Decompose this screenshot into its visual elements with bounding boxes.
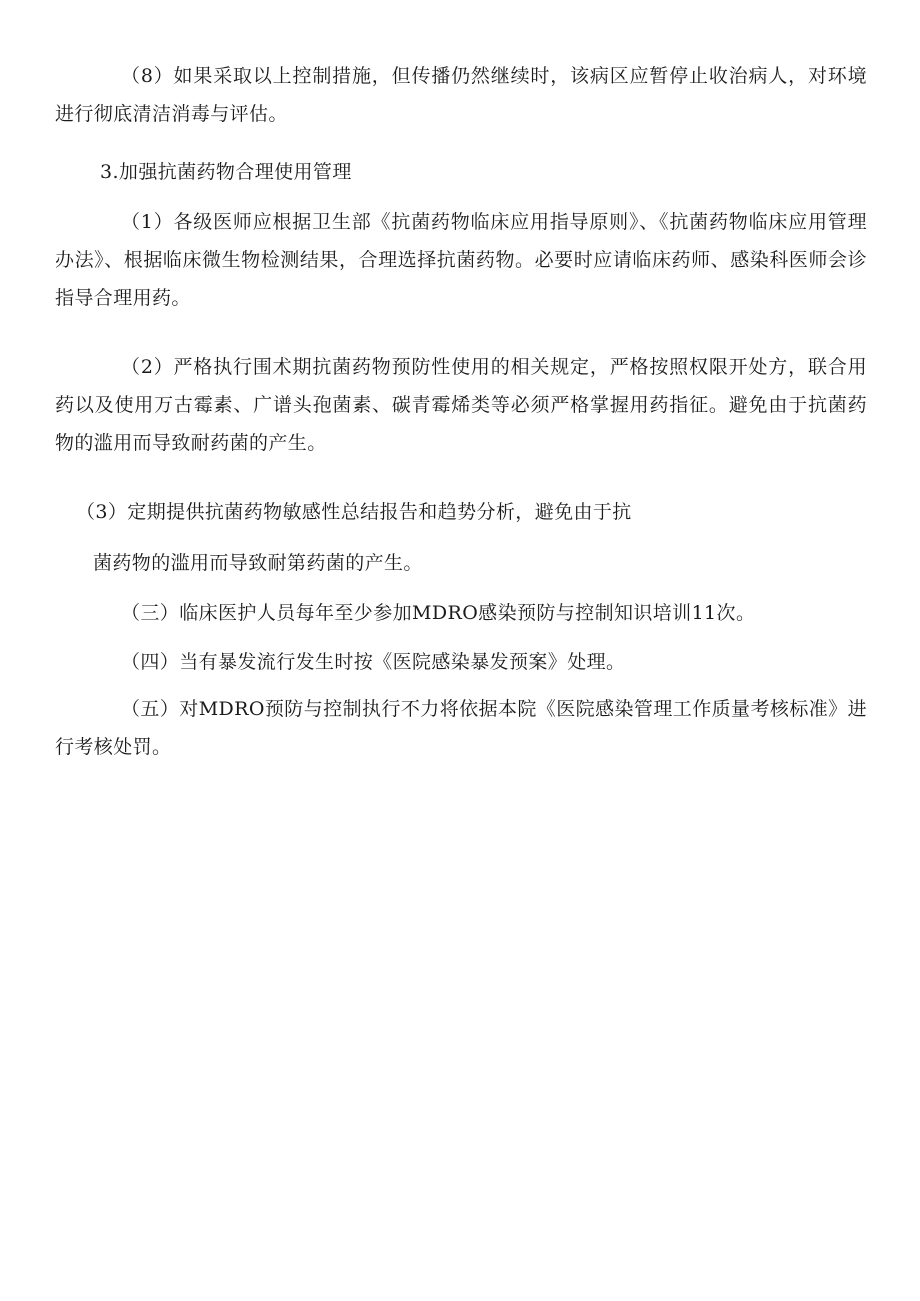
paragraph-section-4: （四）当有暴发流行发生时按《医院感染暴发预案》处理。 [121,651,626,673]
paragraph-item-3-line-1: （3）定期提供抗菌药物敏感性总结报告和趋势分析，避免由于抗 [76,501,632,523]
paragraph-item-3-line-2: 菌药物的滥用而导致耐第药菌的产生。 [93,552,423,574]
paragraph-item-2: （2）严格执行围术期抗菌药物预防性使用的相关规定，严格按照权限开处方，联合用药以及使用万古霉素、广谱头孢菌素、碳青霉烯类等必须严格掌握用药指征。避免由于抗菌药物的滥用而导致耐药菌的产生。 [55,356,867,454]
paragraph-section-5: （五）对MDRO预防与控制执行不力将依据本院《医院感染管理工作质量考核标准》进行考核处罚。 [55,698,867,758]
paragraph-item-1: （1）各级医师应根据卫生部《抗菌药物临床应用指导原则》、《抗菌药物临床应用管理办法》、根据临床微生物检测结果，合理选择抗菌药物。必要时应请临床药师、感染科医师会诊指导合理用药。 [55,211,867,309]
paragraph-item-8: （8）如果采取以上控制措施，但传播仍然继续时，该病区应暂停止收治病人，对环境进行彻底清洁消毒与评估。 [55,65,867,125]
paragraph-section-3: （三）临床医护人员每年至少参加MDRO感染预防与控制知识培训11次。 [121,602,756,624]
section-heading-3: 3.加强抗菌药物合理使用管理 [100,161,352,183]
